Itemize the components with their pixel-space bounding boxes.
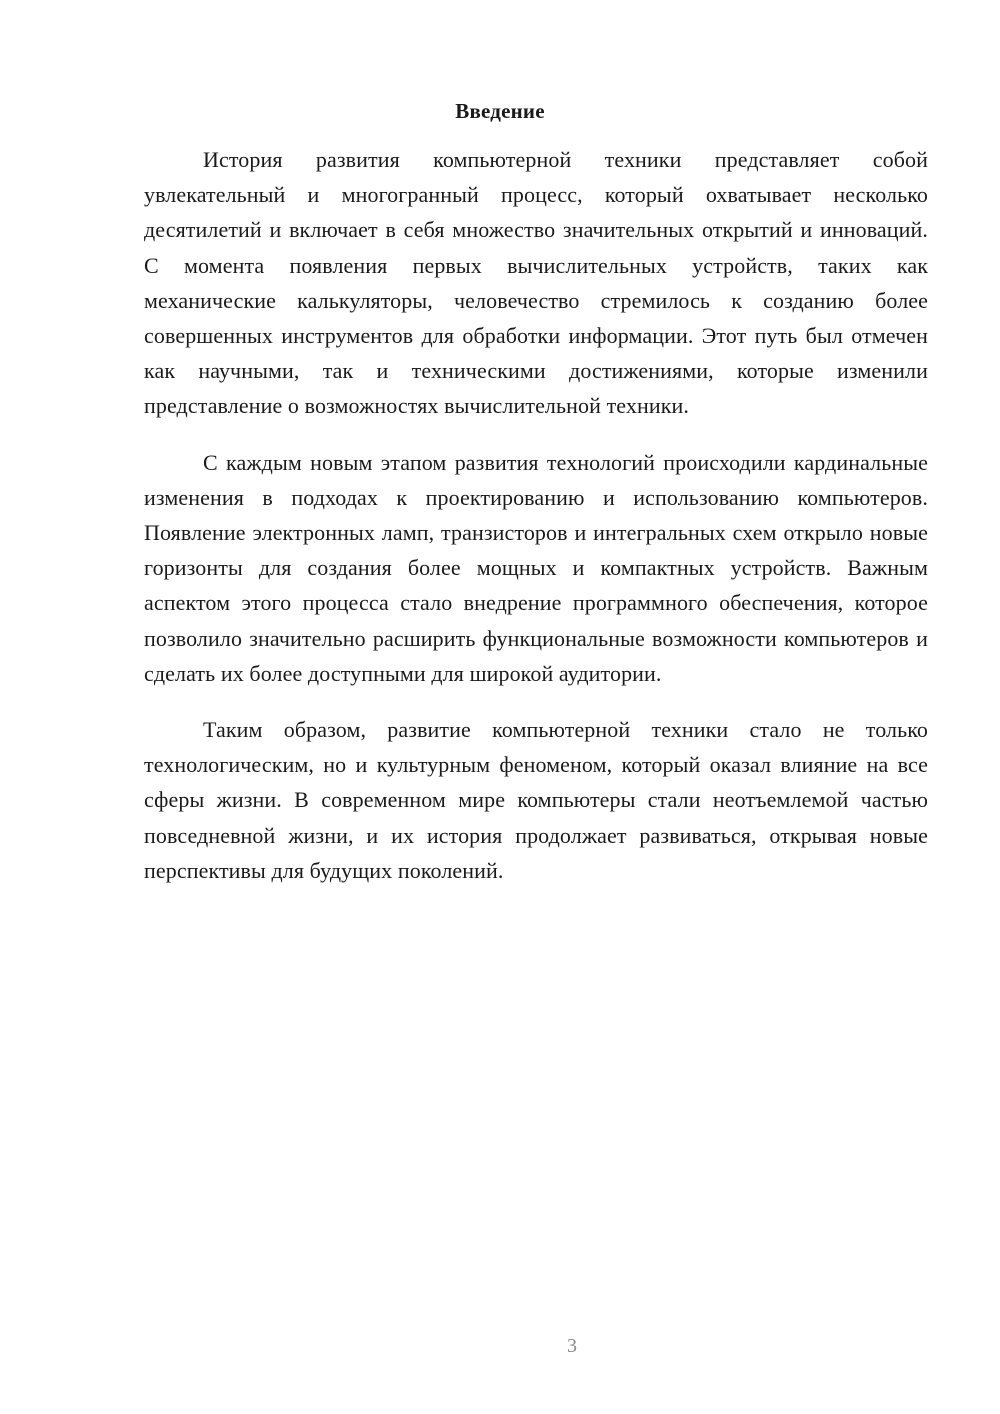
paragraph-2: С каждым новым этапом развития технологий происходили кардинальные изменения в подходах к проектированию и использованию компьютеров. Появление электронных ламп, транзисторов и интегральных схем открыло новые горизонты для создания более мощных и компактных устройств. Важным аспектом этого процесса стало внедрение программного обеспечения, которое позволило значительно расширить функциональные возможности компьютеров и сделать их более доступными для широкой аудитории. <box>144 449 928 686</box>
page-title: Введение <box>455 99 545 123</box>
page-number: 3 <box>567 1335 577 1357</box>
paragraph-3: Таким образом, развитие компьютерной техники стало не только технологическим, но и культурным феноменом, который оказал влияние на все сферы жизни. В современном мире компьютеры стали неотъемлемой частью повседневной жизни, и их история продолжает развиваться, открывая новые перспективы для будущих поколений. <box>144 717 928 883</box>
document-body <box>144 142 928 909</box>
paragraph-1: История развития компьютерной техники представляет собой увлекательный и многогранный процесс, который охватывает несколько десятилетий и включает в себя множество значительных открытий и инноваций. С момента появления первых вычислительных устройств, таких как механические калькуляторы, человечество стремилось к созданию более совершенных инструментов для обработки информации. Этот путь был отмечен как научными, так и техническими достижениями, которые изменили представление о возможностях вычислительной техники. <box>144 147 928 419</box>
